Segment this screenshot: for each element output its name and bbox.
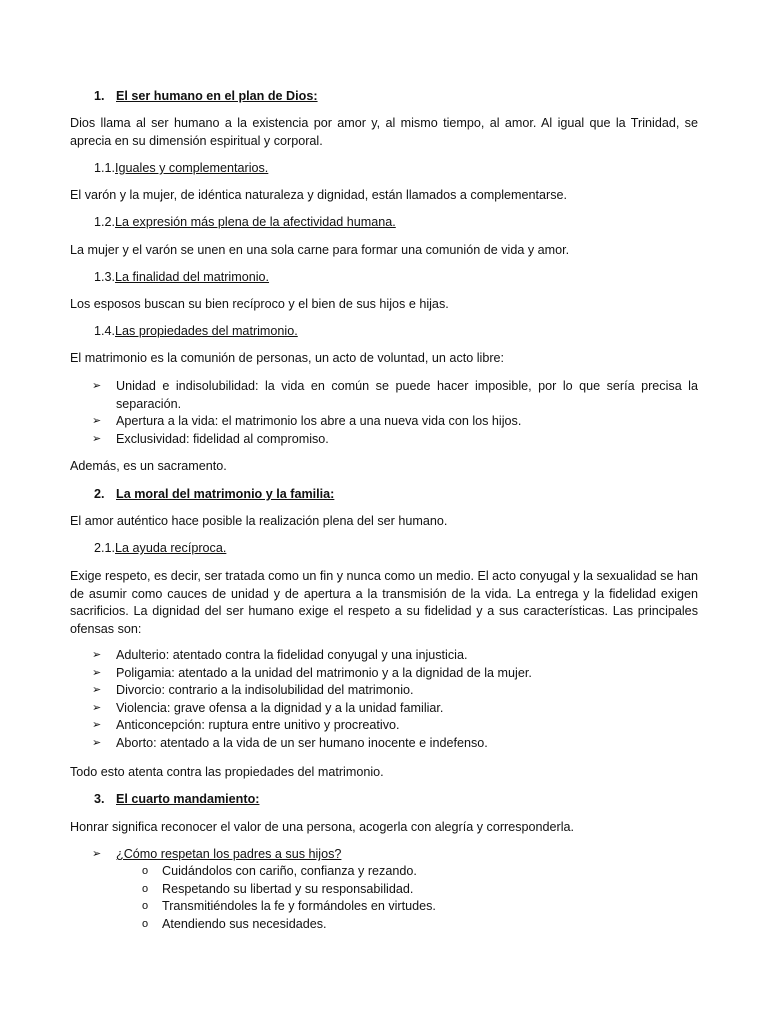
list-item: ➢ Divorcio: contrario a la indisolubilidad del matrimonio.: [70, 682, 698, 700]
subsection-number: 1.2.: [94, 215, 116, 229]
paragraph: Además, es un sacramento.: [70, 459, 227, 473]
list-item: ➢ Exclusividad: fidelidad al compromiso.: [70, 431, 698, 449]
bullet-list: [70, 846, 698, 864]
arrow-bullet-icon: ➢: [92, 380, 102, 392]
subsection-number: 2.1.: [94, 541, 116, 555]
subsection-title: La ayuda recíproca.: [115, 541, 227, 555]
list-item: ➢ Violencia: grave ofensa a la dignidad y a la unidad familiar.: [70, 700, 698, 718]
list-item: ➢ Unidad e indisolubilidad: la vida en común se puede hacer imposible, por lo que sería precisa la separación.: [92, 379, 698, 411]
heading-number: 2.: [94, 487, 105, 501]
subsection-number: 1.3.: [94, 270, 116, 284]
bullet-list: [70, 378, 698, 448]
paragraph: El varón y la mujer, de idéntica naturaleza y dignidad, están llamados a complementarse.: [70, 188, 568, 202]
paragraph: Honrar significa reconocer el valor de una persona, acogerla con alegría y corresponderla.: [70, 820, 575, 834]
heading-number: 1.: [94, 89, 105, 103]
paragraph: La mujer y el varón se unen en una sola carne para formar una comunión de vida y amor.: [70, 243, 570, 257]
list-item: o Respetando su libertad y su responsabilidad.: [70, 881, 698, 899]
subsection-title: Iguales y complementarios.: [115, 161, 269, 175]
heading-title: El ser humano en el plan de Dios:: [116, 89, 318, 103]
circle-bullet-icon: o: [142, 900, 149, 912]
subsection-title: Las propiedades del matrimonio.: [115, 324, 298, 338]
arrow-bullet-icon: ➢: [92, 719, 102, 731]
paragraph: Dios llama al ser humano a la existencia por amor y, al mismo tiempo, al amor. Al igual que la Trinidad, se aprecia en su dimensión espiritual y corporal.: [70, 116, 698, 148]
bullet-list: [70, 647, 698, 752]
list-item: ➢ Poligamia: atentado a la unidad del matrimonio y a la dignidad de la mujer.: [70, 665, 698, 683]
section-heading-2: [94, 486, 722, 504]
paragraph: Todo esto atenta contra las propiedades del matrimonio.: [70, 765, 384, 779]
heading-title: El cuarto mandamiento:: [116, 792, 260, 806]
subsection-number: 1.1.: [94, 161, 116, 175]
list-item: ➢ Aborto: atentado a la vida de un ser humano inocente e indefenso.: [70, 735, 698, 753]
section-heading-1: [94, 88, 722, 106]
paragraph: Los esposos buscan su bien recíproco y el bien de sus hijos e hijas.: [70, 297, 449, 311]
arrow-bullet-icon: ➢: [92, 666, 102, 679]
arrow-bullet-icon: ➢: [92, 415, 102, 427]
paragraph: El matrimonio es la comunión de personas, un acto de voluntad, un acto libre:: [70, 351, 505, 365]
arrow-bullet-icon: ➢: [92, 684, 102, 696]
subsection-heading-1-2: [94, 214, 722, 232]
arrow-bullet-icon: ➢: [92, 848, 102, 860]
list-item: ➢ Apertura a la vida: el matrimonio los abre a una nueva vida con los hijos.: [70, 413, 698, 431]
sub-bullet-list: [70, 863, 698, 933]
list-item: ➢ Adulterio: atentado contra la fidelidad conyugal y una injusticia.: [70, 647, 698, 665]
subsection-heading-2-1: [94, 540, 722, 558]
list-item: o Transmitiéndoles la fe y formándoles en virtudes.: [70, 898, 698, 916]
section-heading-3: [94, 791, 722, 809]
paragraph: Exige respeto, es decir, ser tratada como un fin y nunca como un medio. El acto conyugal y la sexualidad se han de asumir como cauces de unidad y de apertura a la transmisión de la vida. La entrega y la fidelidad exigen sacrificios. La dignidad del ser humano exige el respeto a su fidelidad y a sus características. Las principales ofensas son:: [70, 569, 698, 636]
circle-bullet-icon: o: [142, 882, 149, 895]
subsection-title: La finalidad del matrimonio.: [115, 270, 270, 284]
paragraph: El amor auténtico hace posible la realización plena del ser humano.: [70, 514, 448, 528]
arrow-bullet-icon: ➢: [92, 701, 102, 714]
list-item: ➢ ¿Cómo respetan los padres a sus hijos?: [70, 846, 698, 864]
heading-number: 3.: [94, 792, 105, 806]
subsection-heading-1-3: [94, 269, 722, 287]
list-item: ➢ Anticoncepción: ruptura entre unitivo y procreativo.: [70, 717, 698, 735]
list-item: o Cuidándolos con cariño, confianza y rezando.: [70, 863, 698, 881]
arrow-bullet-icon: ➢: [92, 649, 102, 661]
circle-bullet-icon: o: [142, 865, 149, 877]
subsection-heading-1-4: [94, 323, 722, 341]
subsection-title: La expresión más plena de la afectividad humana.: [115, 215, 396, 229]
subsection-heading-1-1: [94, 160, 722, 178]
list-item: o Atendiendo sus necesidades.: [70, 916, 698, 934]
heading-title: La moral del matrimonio y la familia:: [116, 487, 335, 501]
circle-bullet-icon: o: [142, 917, 149, 930]
arrow-bullet-icon: ➢: [92, 432, 102, 445]
arrow-bullet-icon: ➢: [92, 736, 102, 749]
subsection-number: 1.4.: [94, 324, 116, 338]
